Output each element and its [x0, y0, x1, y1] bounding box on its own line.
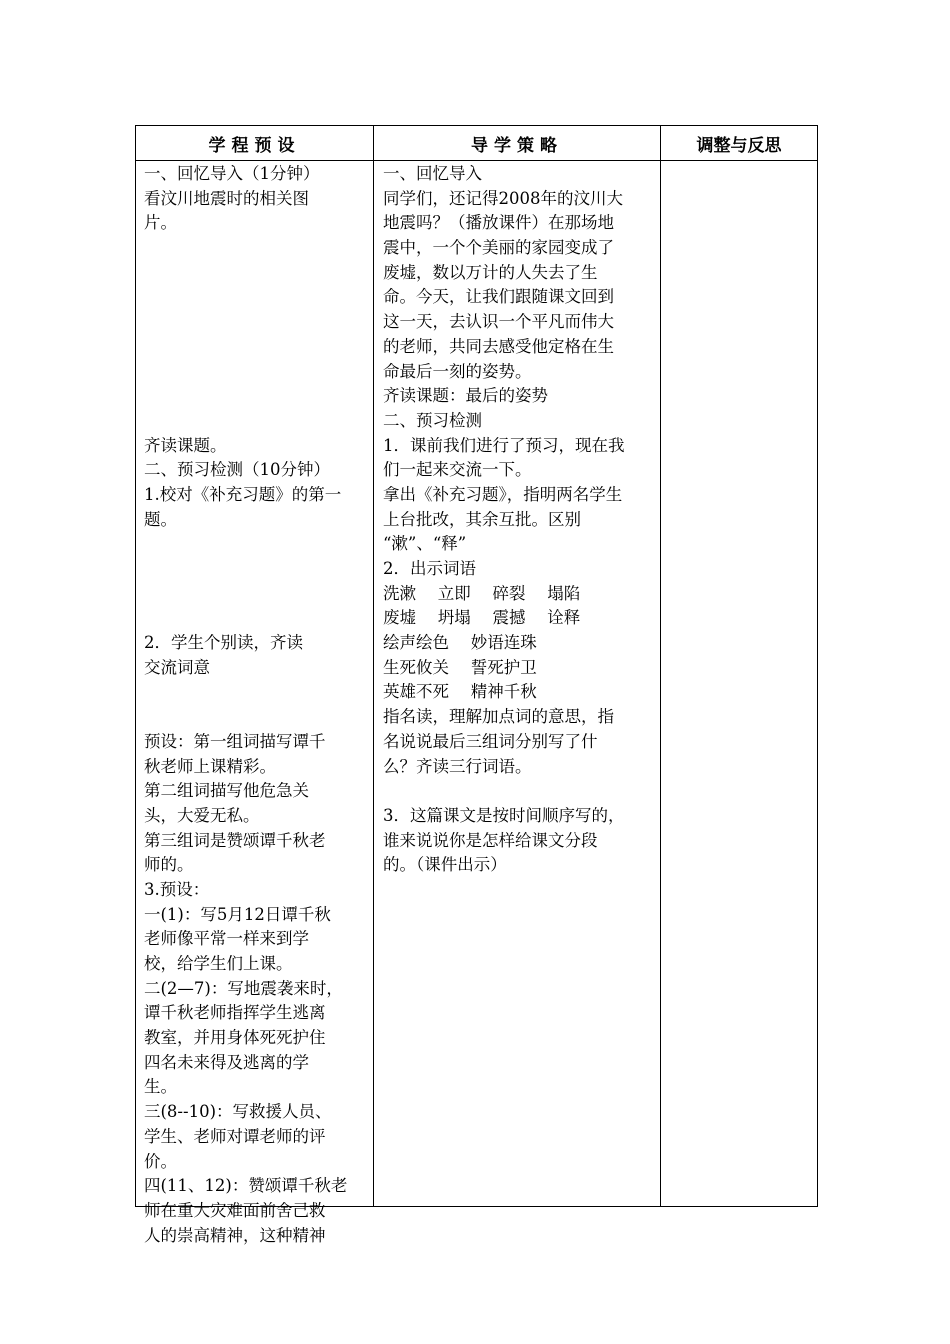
text-line	[144, 384, 370, 409]
text-line	[144, 335, 370, 360]
text-line: 这一天，去认识一个平凡而伟大	[383, 312, 614, 332]
text-line: 谭千秋老师指挥学生逃离	[144, 1003, 326, 1023]
text-line: 一、回忆导入	[383, 164, 482, 183]
text-line: 师的。	[144, 855, 194, 875]
guidance-strategy-column	[383, 162, 658, 878]
text-line: 人的崇高精神，这种精神	[144, 1225, 326, 1245]
text-line: 的老师，共同去感受他定格在生	[383, 336, 614, 356]
text-line: 地震吗？（播放课件）在那场地	[383, 213, 614, 233]
text-line: 齐读课题。	[144, 435, 227, 455]
text-line	[144, 310, 370, 335]
text-line: “漱”、“释”	[383, 534, 467, 554]
text-line: 四名未来得及逃离的学	[144, 1052, 309, 1072]
text-line	[144, 557, 370, 582]
header-learning-preset: 学程预设	[208, 135, 301, 156]
text-line	[144, 409, 370, 434]
text-line: 拿出《补充习题》，指明两名学生	[383, 484, 623, 504]
text-line: 看汶川地震时的相关图	[144, 188, 309, 208]
text-line: 英雄不死 精神千秋	[383, 682, 537, 702]
text-line	[144, 680, 370, 705]
text-line	[144, 360, 370, 385]
text-line	[383, 779, 658, 804]
lesson-plan-table	[135, 125, 818, 1245]
text-line: 1.校对《补充习题》的第一	[144, 484, 342, 504]
text-line: 一(1)：写5月12日谭千秋	[144, 904, 331, 924]
text-line: 片。	[144, 213, 177, 233]
text-line: 二(2—7)：写地震袭来时，	[144, 978, 343, 998]
text-line: 么？齐读三行词语。	[383, 756, 532, 776]
text-line: 生。	[144, 1077, 177, 1097]
text-line: 名说说最后三组词分别写了什	[383, 731, 598, 751]
text-line: 价。	[144, 1151, 177, 1171]
text-line	[144, 705, 370, 730]
text-line: 废墟 坍塌 震撼 诠释	[383, 608, 581, 628]
text-line: 上台批改，其余互批。区别	[383, 509, 581, 529]
text-line: 2．学生个别读，齐读	[144, 633, 303, 653]
text-line: 3．这篇课文是按时间顺序写的，	[383, 805, 625, 825]
text-line: 一、回忆导入（1分钟）	[144, 164, 320, 183]
text-line: 3.预设：	[144, 879, 210, 899]
text-line: 第三组词是赞颂谭千秋老	[144, 830, 326, 850]
header-adjust-reflect: 调整与反思	[696, 135, 782, 156]
text-line	[144, 285, 370, 310]
text-line: 题。	[144, 509, 177, 529]
text-line: 指名读，理解加点词的意思，指	[383, 707, 614, 727]
text-line: 秋老师上课精彩。	[144, 756, 276, 776]
text-line	[144, 236, 370, 261]
header-guidance-strategy: 导学策略	[471, 135, 563, 156]
column-divider	[660, 126, 661, 1206]
text-line: 废墟，数以万计的人失去了生	[383, 262, 598, 282]
text-line: 四(11、12)：赞颂谭千秋老	[144, 1176, 348, 1196]
column-divider	[373, 126, 374, 1206]
text-line: 谁来说说你是怎样给课文分段	[383, 830, 598, 850]
learning-preset-column	[144, 162, 370, 1248]
text-line: 三(8--10)：写救援人员、	[144, 1102, 332, 1122]
text-line: 二、预习检测（10分钟）	[144, 460, 330, 480]
header-divider	[136, 160, 817, 161]
text-line	[144, 606, 370, 631]
text-line: 头，大爱无私。	[144, 805, 260, 825]
text-line: 洗漱 立即 碎裂 塌陷	[383, 583, 581, 603]
text-line: 震中，一个个美丽的家园变成了	[383, 238, 614, 258]
text-line: 生死攸关 誓死护卫	[383, 657, 537, 677]
text-line: 们一起来交流一下。	[383, 460, 532, 480]
text-line: 师在重大灾难面前舍己救	[144, 1200, 326, 1220]
text-line: 命最后一刻的姿势。	[383, 361, 532, 381]
text-line	[144, 582, 370, 607]
text-line: 齐读课题：最后的姿势	[383, 386, 548, 406]
text-line: 第二组词描写他危急关	[144, 781, 309, 801]
text-line: 预设：第一组词描写谭千	[144, 731, 326, 751]
text-line: 命。今天，让我们跟随课文回到	[383, 287, 614, 307]
text-line: 学生、老师对谭老师的评	[144, 1126, 326, 1146]
text-line: 校，给学生们上课。	[144, 954, 293, 973]
text-line: 二、预习检测	[383, 410, 482, 430]
text-line: 绘声绘色 妙语连珠	[383, 633, 537, 653]
text-line: 的。（课件出示）	[383, 855, 507, 875]
text-line: 交流词意	[144, 657, 210, 677]
text-line: 2．出示词语	[383, 559, 476, 578]
text-line: 同学们，还记得2008年的汶川大	[383, 188, 623, 208]
text-line: 1．课前我们进行了预习，现在我	[383, 435, 625, 455]
text-line: 老师像平常一样来到学	[144, 929, 309, 949]
text-line	[144, 261, 370, 286]
text-line	[144, 532, 370, 557]
text-line: 教室，并用身体死死护住	[144, 1028, 326, 1048]
